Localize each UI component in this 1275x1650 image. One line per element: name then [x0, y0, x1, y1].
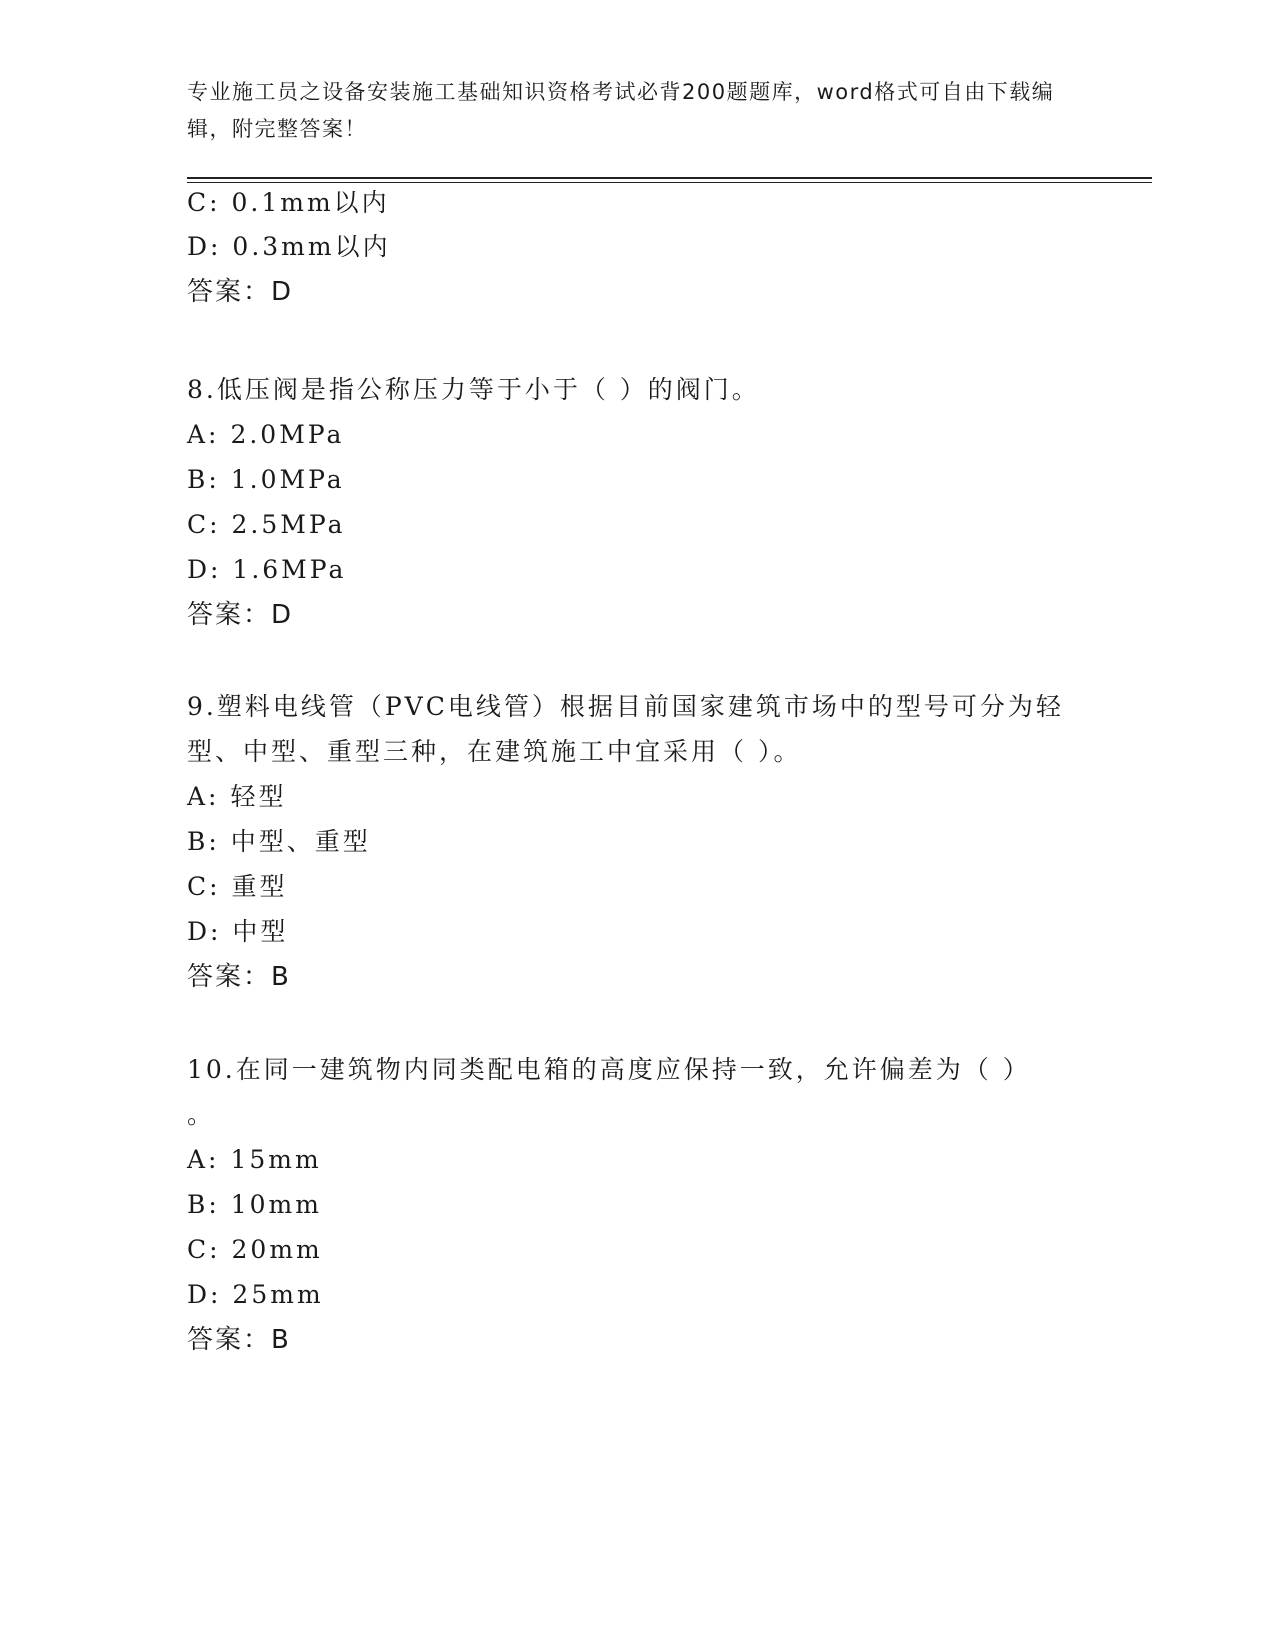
option-label: B: [187, 465, 220, 494]
question-stem-continued: 型、中型、重型三种，在建筑施工中宜采用（ ）。 [187, 737, 802, 766]
option-line [187, 1280, 324, 1310]
option-label: C: [187, 510, 221, 539]
option-line [187, 188, 390, 218]
question-text: 在同一建筑物内同类配电箱的高度应保持一致，允许偏差为（ ） [235, 1055, 1031, 1084]
header-divider [187, 177, 1152, 183]
question-stem [187, 375, 760, 405]
question-stem-continued: 。 [187, 1100, 216, 1129]
option-line [187, 1190, 322, 1220]
answer-line: 答案：D [187, 600, 294, 630]
option-text: 0.1mm以内 [231, 188, 390, 217]
question-stem [187, 692, 1064, 722]
option-text: 中型 [232, 917, 289, 946]
option-label: A: [187, 420, 220, 449]
option-text: 2.0MPa [230, 420, 345, 449]
question-number: 10. [187, 1055, 236, 1084]
option-label: D: [187, 1280, 222, 1309]
question-number: 8. [187, 375, 217, 404]
question-number: 9. [187, 692, 217, 721]
question-text: 低压阀是指公称压力等于小于（ ）的阀门。 [216, 375, 760, 404]
option-label: D: [187, 232, 222, 261]
option-text: 10mm [230, 1190, 322, 1219]
option-label: D: [187, 555, 222, 584]
option-text: 轻型 [230, 782, 287, 811]
question-stem [187, 1055, 1031, 1085]
option-text: 重型 [231, 872, 288, 901]
option-line [187, 872, 288, 902]
answer-line: 答案：B [187, 962, 291, 992]
option-text: 0.3mm以内 [232, 232, 391, 261]
option-text: 20mm [231, 1235, 323, 1264]
option-text: 15mm [230, 1145, 322, 1174]
option-text: 2.5MPa [231, 510, 346, 539]
option-text: 中型、重型 [230, 827, 371, 856]
option-line [187, 232, 391, 262]
option-line [187, 917, 288, 947]
option-label: A: [187, 782, 220, 811]
option-line [187, 827, 371, 857]
option-label: C: [187, 188, 221, 217]
option-label: C: [187, 1235, 221, 1264]
option-label: B: [187, 1190, 220, 1219]
document-header: 专业施工员之设备安装施工基础知识资格考试必背200题题库，word格式可自由下载编辑，附完整答案！ [187, 80, 1055, 141]
answer-line: 答案：D [187, 277, 294, 307]
option-line [187, 1145, 322, 1175]
option-text: 1.6MPa [232, 555, 347, 584]
option-label: A: [187, 1145, 220, 1174]
option-line [187, 510, 345, 540]
answer-line: 答案：B [187, 1325, 291, 1355]
option-line [187, 420, 344, 450]
option-line [187, 1235, 323, 1265]
option-text: 25mm [232, 1280, 324, 1309]
question-text: 塑料电线管（PVC电线管）根据目前国家建筑市场中的型号可分为轻 [216, 692, 1064, 721]
option-line [187, 782, 286, 812]
option-line [187, 555, 346, 585]
option-label: D: [187, 917, 222, 946]
option-text: 1.0MPa [230, 465, 345, 494]
option-label: B: [187, 827, 220, 856]
option-line [187, 465, 345, 495]
option-label: C: [187, 872, 221, 901]
